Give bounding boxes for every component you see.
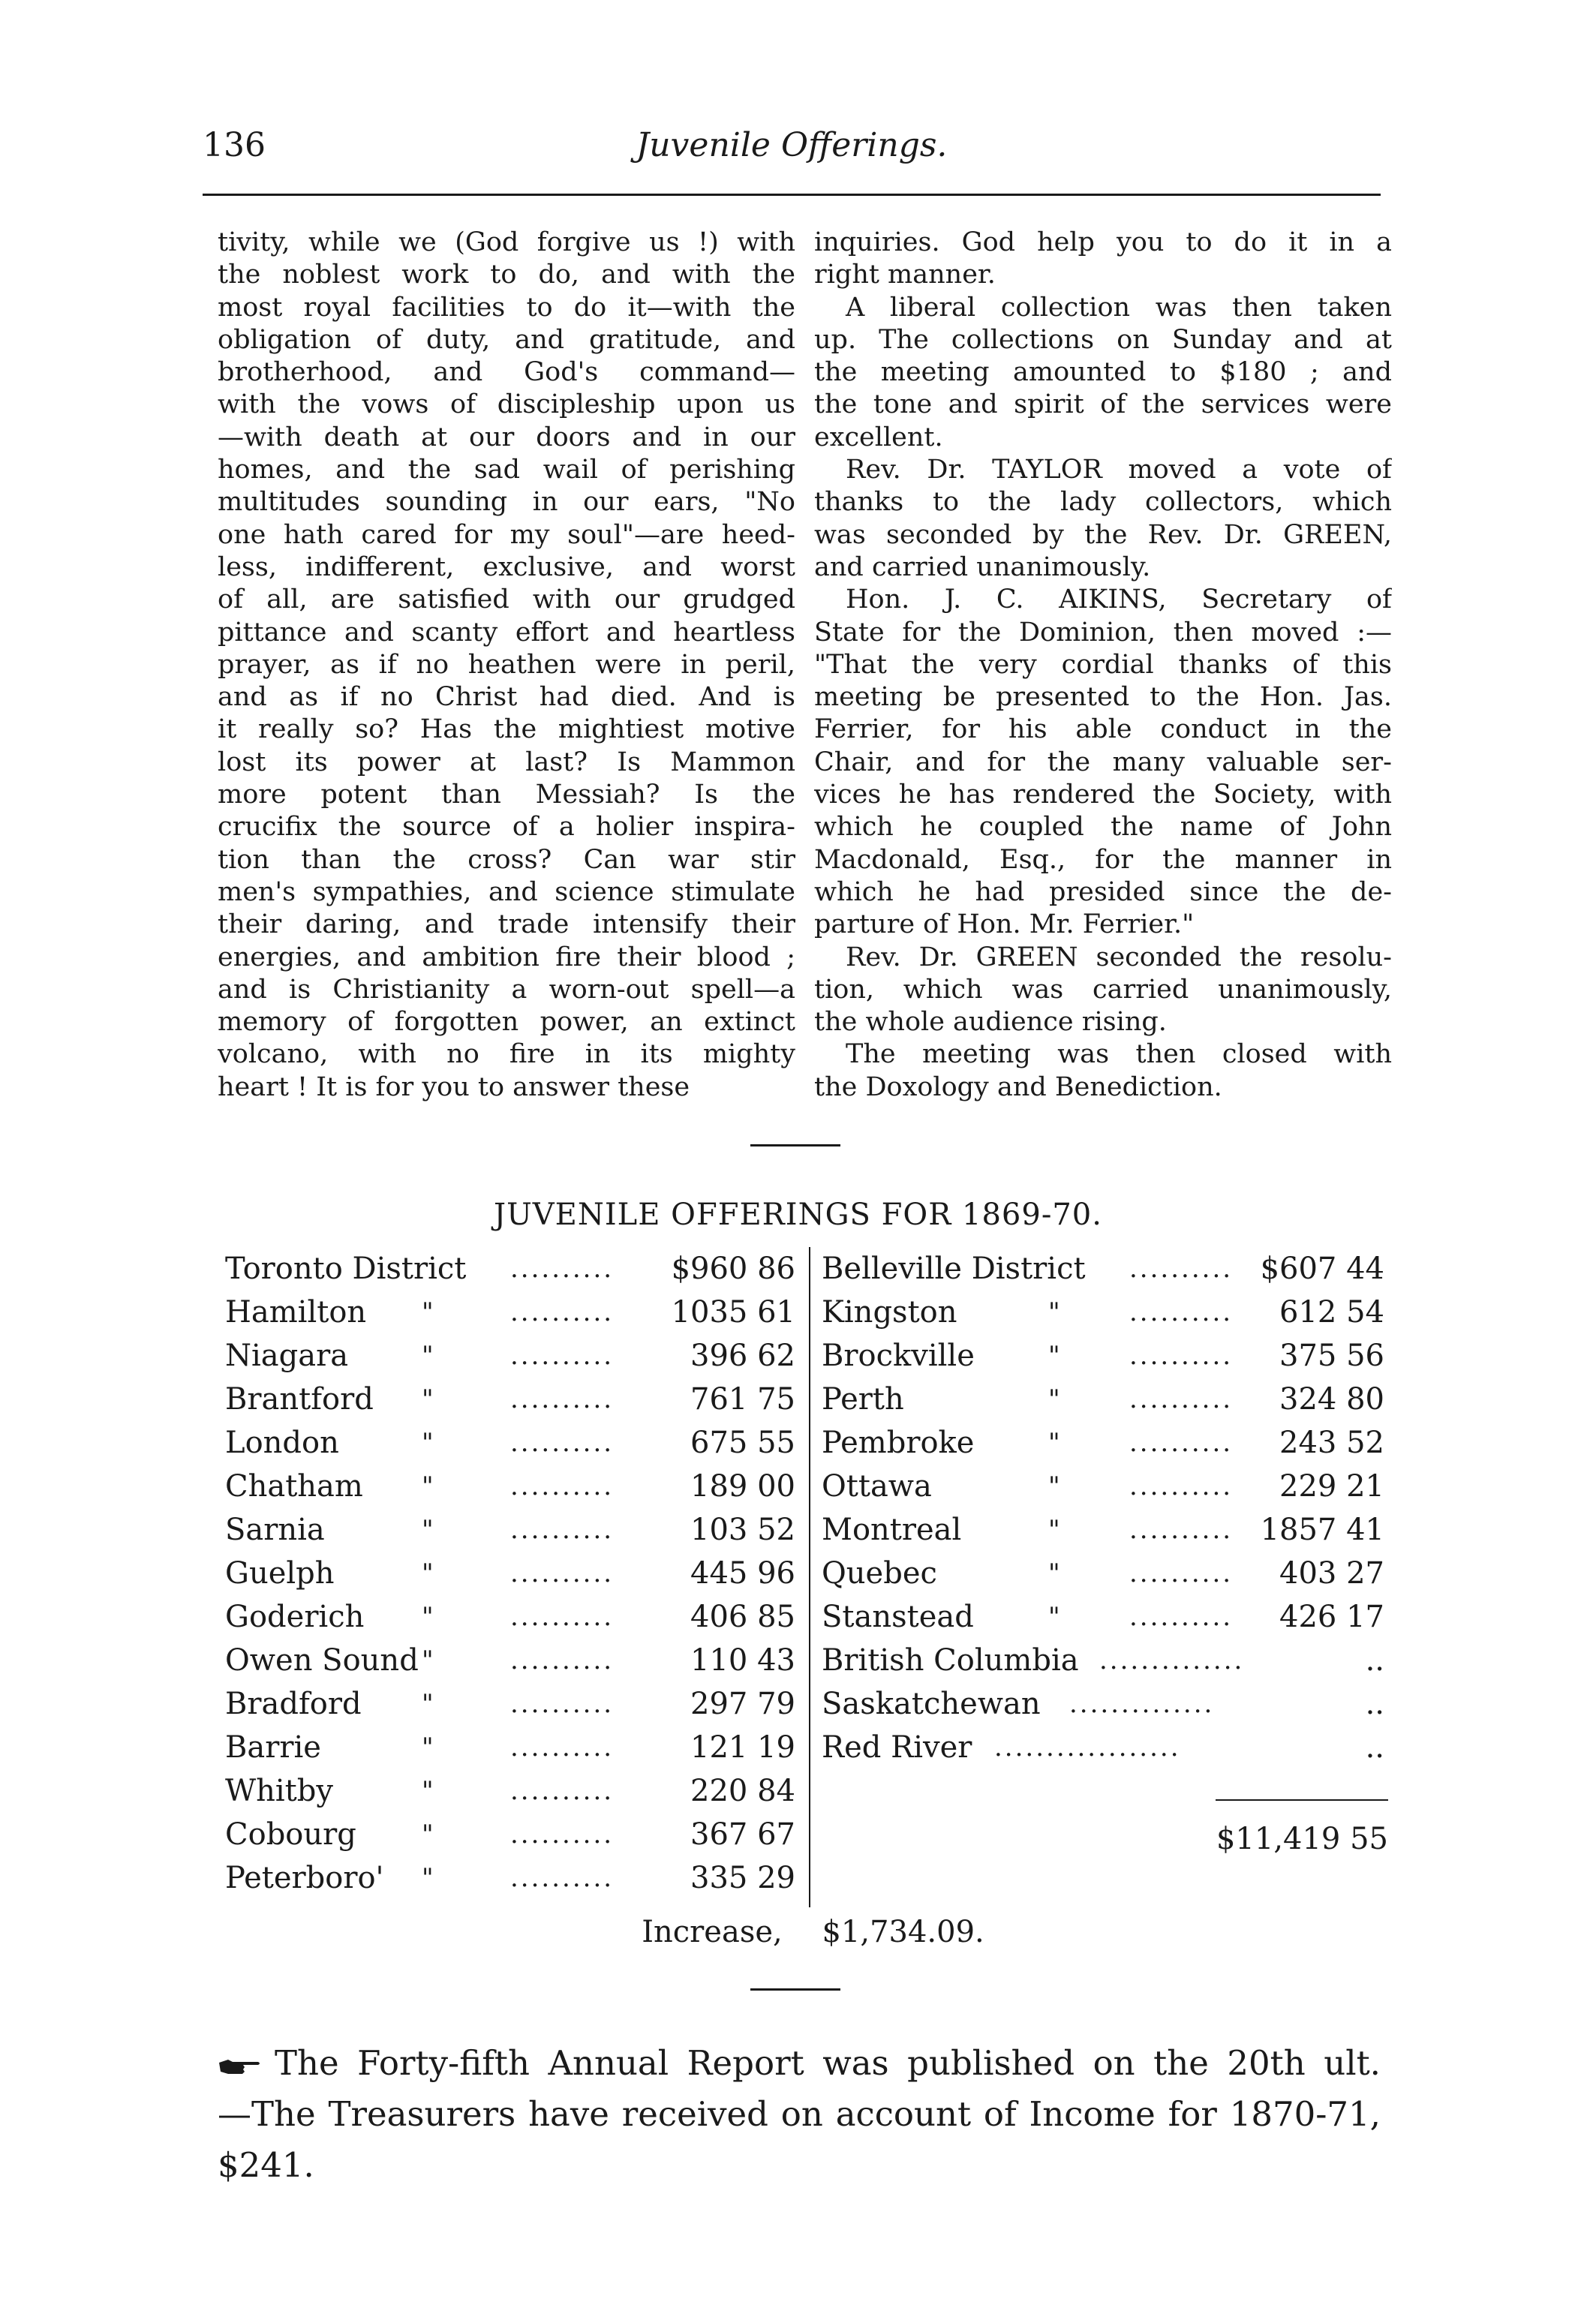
table-row <box>822 1508 1392 1552</box>
leader-dots: .......... <box>510 1297 615 1327</box>
text-line: energies, and ambition fire their blood ; <box>218 942 795 972</box>
district-name: Whitby <box>225 1774 333 1808</box>
text-line: less, indifferent, exclusive, and worst <box>218 551 795 582</box>
ditto-mark: " <box>422 1776 434 1806</box>
text-line: which he had presided since the de- <box>814 876 1392 907</box>
text-line: State for the Dominion, then moved :— <box>814 617 1392 648</box>
district-name: Ottawa <box>822 1469 932 1504</box>
text-line: Chair, and for the many valuable ser- <box>814 747 1392 777</box>
district-name: Red River <box>822 1730 972 1765</box>
text-line: the noblest work to do, and with the <box>218 260 795 290</box>
page-number: 136 <box>203 126 266 164</box>
amount: .. <box>1365 1643 1384 1678</box>
text-line: the whole audience rising. <box>814 1007 1167 1038</box>
ditto-mark: " <box>422 1471 434 1501</box>
amount: 396 62 <box>690 1339 795 1373</box>
table-row <box>822 1378 1392 1421</box>
leader-dots: .................. <box>994 1732 1181 1763</box>
table-row <box>822 1552 1392 1595</box>
ditto-mark: " <box>422 1645 434 1675</box>
ditto-mark: " <box>1048 1297 1060 1327</box>
leader-dots: .......... <box>510 1776 615 1806</box>
district-name: Stanstead <box>822 1600 974 1634</box>
amount: 243 52 <box>1279 1426 1384 1460</box>
leader-dots: .......... <box>510 1558 615 1588</box>
district-name: Peterboro' <box>225 1861 384 1895</box>
text-line: the meeting amounted to $180 ; and <box>814 357 1392 388</box>
leader-dots: .......... <box>510 1341 615 1371</box>
text-line: and carried unanimously. <box>814 551 1151 582</box>
table-row <box>225 1508 803 1552</box>
ditto-mark: " <box>1048 1602 1060 1632</box>
amount: 406 85 <box>690 1600 795 1634</box>
district-name: Chatham <box>225 1469 363 1504</box>
text-line: Ferrier, for his able conduct in the <box>814 714 1392 745</box>
amount: 1035 61 <box>671 1295 795 1330</box>
ditto-mark: " <box>1048 1341 1060 1371</box>
notice-text: $241. <box>218 2145 314 2185</box>
text-line: up. The collections on Sunday and at <box>814 324 1392 355</box>
ditto-mark: " <box>422 1384 434 1414</box>
text-line: Rev. Dr. GREEN seconded the resolu- <box>846 942 1392 972</box>
text-line: A liberal collection was then taken <box>846 292 1392 323</box>
district-name: British Columbia <box>822 1643 1079 1678</box>
leader-dots: .............. <box>1069 1689 1215 1719</box>
page-header <box>203 126 1381 171</box>
ditto-mark: " <box>1048 1384 1060 1414</box>
right-text-column <box>814 227 1392 1104</box>
amount: 1857 41 <box>1260 1513 1384 1547</box>
leader-dots: .......... <box>1129 1428 1234 1458</box>
amount: $607 44 <box>1260 1252 1384 1286</box>
amount: 220 84 <box>690 1774 795 1808</box>
notice-line <box>218 2038 1381 2089</box>
ditto-mark: " <box>422 1428 434 1458</box>
ditto-mark: " <box>422 1558 434 1588</box>
text-line: multitudes sounding in our ears, "No <box>218 487 795 518</box>
amount: 426 17 <box>1279 1600 1384 1634</box>
amount: 229 21 <box>1279 1469 1384 1504</box>
text-line: —with death at our doors and in our <box>218 422 795 452</box>
text-line: tion than the cross? Can war stir <box>218 844 795 875</box>
district-name: Owen Sound <box>225 1643 419 1678</box>
grand-total: $11,419 55 <box>1216 1822 1388 1856</box>
text-line: Rev. Dr. TAYLOR moved a vote of <box>846 455 1392 485</box>
table-row <box>822 1334 1392 1378</box>
text-line: right manner. <box>814 260 996 290</box>
district-name: Toronto District <box>225 1252 467 1286</box>
header-rule <box>203 194 1381 196</box>
sum-rule <box>1216 1799 1388 1801</box>
table-row <box>225 1682 803 1726</box>
section-divider <box>750 1144 840 1146</box>
district-name: Niagara <box>225 1339 349 1373</box>
leader-dots: .......... <box>1129 1384 1234 1414</box>
table-row <box>822 1682 1392 1726</box>
ditto-mark: " <box>422 1297 434 1327</box>
amount: 612 54 <box>1279 1295 1384 1330</box>
table-row <box>225 1421 803 1465</box>
ditto-mark: " <box>422 1820 434 1850</box>
offerings-left-column <box>225 1247 803 1900</box>
text-line: it really so? Has the mightiest motive <box>218 714 795 745</box>
district-name: Goderich <box>225 1600 365 1634</box>
pointing-hand-icon <box>218 2055 263 2078</box>
district-name: Perth <box>822 1382 904 1417</box>
district-name: Sarnia <box>225 1513 325 1547</box>
district-name: Quebec <box>822 1556 937 1591</box>
notice-line <box>218 2140 1381 2191</box>
leader-dots: .......... <box>1129 1602 1234 1632</box>
text-line: most royal facilities to do it—with the <box>218 292 795 323</box>
table-row <box>225 1291 803 1334</box>
ditto-mark: " <box>422 1341 434 1371</box>
leader-dots: .......... <box>510 1428 615 1458</box>
text-line: Macdonald, Esq., for the manner in <box>814 844 1392 875</box>
leader-dots: .......... <box>1129 1297 1234 1327</box>
amount: 103 52 <box>690 1513 795 1547</box>
district-name: Guelph <box>225 1556 335 1591</box>
notice-text: The Forty-fifth Annual Report was published on the 20th ult. <box>275 2043 1381 2083</box>
leader-dots: .......... <box>510 1820 615 1850</box>
district-name: Saskatchewan <box>822 1687 1041 1721</box>
table-row <box>822 1421 1392 1465</box>
increase-value: $1,734.09. <box>822 1915 984 1949</box>
text-line: the Doxology and Benediction. <box>814 1071 1222 1102</box>
amount: 367 67 <box>690 1817 795 1852</box>
notice-line <box>218 2089 1381 2140</box>
leader-dots: .......... <box>510 1254 615 1284</box>
district-name: Brantford <box>225 1382 374 1417</box>
table-row <box>225 1334 803 1378</box>
amount: 110 43 <box>690 1643 795 1678</box>
table-row <box>225 1813 803 1856</box>
amount: 324 80 <box>1279 1382 1384 1417</box>
table-row <box>225 1465 803 1508</box>
leader-dots: .......... <box>510 1384 615 1414</box>
ditto-mark: " <box>1048 1558 1060 1588</box>
ditto-mark: " <box>422 1602 434 1632</box>
leader-dots: .......... <box>510 1645 615 1675</box>
amount: 189 00 <box>690 1469 795 1504</box>
ditto-mark: " <box>1048 1515 1060 1545</box>
district-name: London <box>225 1426 339 1460</box>
table-row <box>225 1856 803 1900</box>
text-line: obligation of duty, and gratitude, and <box>218 324 795 355</box>
table-row <box>225 1726 803 1769</box>
district-name: Pembroke <box>822 1426 975 1460</box>
table-row <box>225 1552 803 1595</box>
district-name: Cobourg <box>225 1817 356 1852</box>
table-row <box>822 1639 1392 1682</box>
notice-text: —The Treasurers have received on account of Income for 1870-71, <box>218 2094 1381 2134</box>
amount: 375 56 <box>1279 1339 1384 1373</box>
amount: .. <box>1365 1687 1384 1721</box>
leader-dots: .......... <box>510 1732 615 1763</box>
text-line: Hon. J. C. AIKINS, Secretary of <box>846 585 1392 615</box>
table-row <box>822 1465 1392 1508</box>
text-line: one hath cared for my soul"—are heed- <box>218 519 795 550</box>
text-line: brotherhood, and God's command— <box>218 357 795 388</box>
text-line: tion, which was carried unanimously, <box>814 974 1392 1005</box>
ditto-mark: " <box>422 1689 434 1719</box>
ditto-mark: " <box>1048 1428 1060 1458</box>
text-line: lost its power at last? Is Mammon <box>218 747 795 777</box>
text-line: "That the very cordial thanks of this <box>814 649 1392 680</box>
text-line: tivity, while we (God forgive us !) with <box>218 227 795 257</box>
ditto-mark: " <box>1048 1471 1060 1501</box>
text-line: The meeting was then closed with <box>846 1039 1392 1070</box>
left-text-column <box>218 227 795 1104</box>
table-title: JUVENILE OFFERINGS FOR 1869-70. <box>494 1198 1102 1232</box>
amount: 403 27 <box>1279 1556 1384 1591</box>
text-line: thanks to the lady collectors, which <box>814 487 1392 518</box>
leader-dots: .......... <box>1129 1515 1234 1545</box>
ditto-mark: " <box>422 1732 434 1763</box>
text-line: men's sympathies, and science stimulate <box>218 876 795 907</box>
leader-dots: .......... <box>1129 1254 1234 1284</box>
section-divider <box>750 1988 840 1991</box>
district-name: Kingston <box>822 1295 957 1330</box>
leader-dots: .............. <box>1099 1645 1245 1675</box>
notice <box>218 2038 1381 2191</box>
text-line: and as if no Christ had died. And is <box>218 682 795 713</box>
district-name: Bradford <box>225 1687 362 1721</box>
text-line: with the vows of discipleship upon us <box>218 389 795 420</box>
amount: 445 96 <box>690 1556 795 1591</box>
district-name: Brockville <box>822 1339 975 1373</box>
leader-dots: .......... <box>510 1515 615 1545</box>
amount: 761 75 <box>690 1382 795 1417</box>
leader-dots: .......... <box>1129 1341 1234 1371</box>
text-line: volcano, with no fire in its mighty <box>218 1039 795 1070</box>
text-line: more potent than Messiah? Is the <box>218 780 795 810</box>
district-name: Montreal <box>822 1513 962 1547</box>
table-row <box>225 1595 803 1639</box>
ditto-mark: " <box>422 1515 434 1545</box>
text-line: was seconded by the Rev. Dr. GREEN, <box>814 519 1392 550</box>
text-line: meeting be presented to the Hon. Jas. <box>814 682 1392 713</box>
text-line: of all, are satisfied with our grudged <box>218 585 795 615</box>
table-row <box>822 1247 1392 1291</box>
table-row <box>225 1378 803 1421</box>
text-line: excellent. <box>814 422 943 452</box>
district-name: Barrie <box>225 1730 321 1765</box>
amount: 335 29 <box>690 1861 795 1895</box>
text-line: pittance and scanty effort and heartless <box>218 617 795 648</box>
leader-dots: .......... <box>510 1602 615 1632</box>
leader-dots: .......... <box>1129 1471 1234 1501</box>
increase-line <box>0 1915 1596 1949</box>
amount: .. <box>1365 1730 1384 1765</box>
increase-label: Increase, <box>642 1915 783 1949</box>
text-line: parture of Hon. Mr. Ferrier." <box>814 909 1195 940</box>
table-row <box>225 1639 803 1682</box>
ditto-mark: " <box>422 1863 434 1893</box>
offerings-right-column <box>822 1247 1392 1769</box>
amount: 121 19 <box>690 1730 795 1765</box>
text-line: memory of forgotten power, an extinct <box>218 1007 795 1038</box>
district-name: Belleville District <box>822 1252 1086 1286</box>
text-line: prayer, as if no heathen were in peril, <box>218 649 795 680</box>
leader-dots: .......... <box>1129 1558 1234 1588</box>
district-name: Hamilton <box>225 1295 367 1330</box>
table-row <box>225 1769 803 1813</box>
text-line: which he coupled the name of John <box>814 812 1392 843</box>
text-line: the tone and spirit of the services were <box>814 389 1392 420</box>
table-row <box>822 1726 1392 1769</box>
leader-dots: .......... <box>510 1471 615 1501</box>
amount: $960 86 <box>671 1252 795 1286</box>
text-line: homes, and the sad wail of perishing <box>218 455 795 485</box>
leader-dots: .......... <box>510 1689 615 1719</box>
table-row <box>822 1595 1392 1639</box>
text-line: vices he has rendered the Society, with <box>814 780 1392 810</box>
text-line: heart ! It is for you to answer these <box>218 1071 690 1102</box>
table-row <box>822 1291 1392 1334</box>
text-line: their daring, and trade intensify their <box>218 909 795 940</box>
text-line: and is Christianity a worn-out spell—a <box>218 974 795 1005</box>
leader-dots: .......... <box>510 1863 615 1893</box>
text-line: inquiries. God help you to do it in a <box>814 227 1392 257</box>
amount: 675 55 <box>690 1426 795 1460</box>
table-row <box>225 1247 803 1291</box>
column-divider <box>809 1247 810 1907</box>
amount: 297 79 <box>690 1687 795 1721</box>
running-title: Juvenile Offerings. <box>636 126 948 164</box>
text-line: crucifix the source of a holier inspira- <box>218 812 795 843</box>
